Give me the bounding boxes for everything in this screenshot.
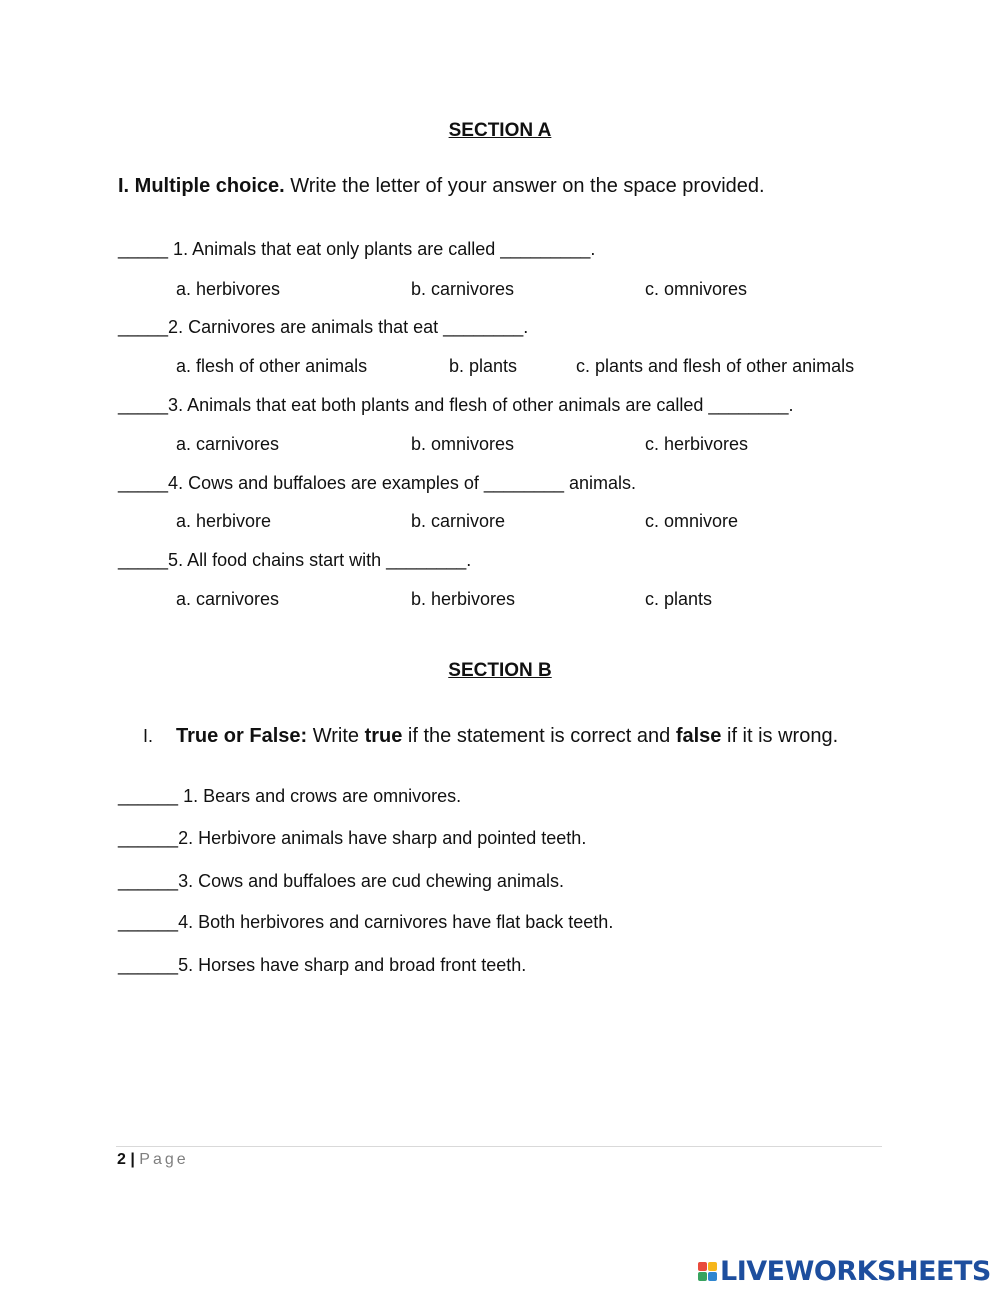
page-footer: [117, 1151, 189, 1169]
page-number: 2: [117, 1151, 126, 1168]
roman-numeral: I.: [143, 726, 154, 746]
question-2-option-c: c. plants and flesh of other animals: [576, 356, 855, 376]
question-3-option-b: b. omnivores: [411, 434, 515, 454]
footer-divider: [116, 1146, 882, 1147]
question-4-option-c: c. omnivore: [645, 511, 739, 531]
logo-icon: [698, 1262, 717, 1281]
logo-text: LIVEWORKSHEETS: [720, 1255, 991, 1287]
question-5-option-c: c. plants: [645, 589, 713, 609]
question-1-option-a: a. herbivores: [176, 279, 281, 299]
statement-2: ______2. Herbivore animals have sharp and pointed teeth.: [118, 828, 587, 848]
footer-separator: |: [125, 1151, 140, 1168]
statement-1: ______ 1. Bears and crows are omnivores.: [118, 786, 462, 806]
question-2: _____2. Carnivores are animals that eat ________.: [118, 317, 529, 337]
question-3-option-c: c. herbivores: [645, 434, 749, 454]
question-4-option-a: a. herbivore: [176, 511, 272, 531]
question-5-option-b: b. herbivores: [411, 589, 516, 609]
false-keyword: false: [675, 725, 722, 747]
true-keyword: true: [364, 725, 403, 747]
instruction-text: if it is wrong.: [721, 725, 839, 747]
instruction-text: if the statement is correct and: [402, 725, 676, 747]
logo-square: [708, 1262, 717, 1271]
instruction-text: Write: [307, 725, 365, 747]
question-4-option-b: b. carnivore: [411, 511, 506, 531]
question-4: _____4. Cows and buffaloes are examples of ________ animals.: [118, 473, 637, 493]
instruction-text: Write the letter of your answer on the space provided.: [284, 175, 765, 197]
logo-square: [708, 1272, 717, 1281]
instruction-heading: I. Multiple choice.: [118, 175, 285, 197]
section-b-title: SECTION B: [448, 660, 552, 681]
question-5-option-a: a. carnivores: [176, 589, 280, 609]
section-b-instruction: [143, 725, 838, 748]
question-1: _____ 1. Animals that eat only plants are called _________.: [118, 239, 596, 259]
question-2-option-b: b. plants: [449, 356, 518, 376]
question-2-option-a: a. flesh of other animals: [176, 356, 368, 376]
question-3: _____3. Animals that eat both plants and flesh of other animals are called ________.: [118, 395, 794, 415]
liveworksheets-logo: [698, 1253, 991, 1289]
true-false-heading: True or False:: [176, 725, 308, 747]
question-3-option-a: a. carnivores: [176, 434, 280, 454]
section-a-title: SECTION A: [448, 120, 552, 141]
question-5: _____5. All food chains start with ________.: [118, 550, 472, 570]
statement-3: ______3. Cows and buffaloes are cud chewing animals.: [118, 871, 564, 891]
statement-5: ______5. Horses have sharp and broad front teeth.: [118, 955, 527, 975]
statement-4: ______4. Both herbivores and carnivores have flat back teeth.: [118, 912, 614, 932]
logo-square: [698, 1262, 707, 1271]
question-1-option-b: b. carnivores: [411, 279, 515, 299]
question-1-option-c: c. omnivores: [645, 279, 748, 299]
page-label: Page: [139, 1151, 189, 1168]
section-a-instruction: [118, 175, 765, 198]
logo-square: [698, 1272, 707, 1281]
